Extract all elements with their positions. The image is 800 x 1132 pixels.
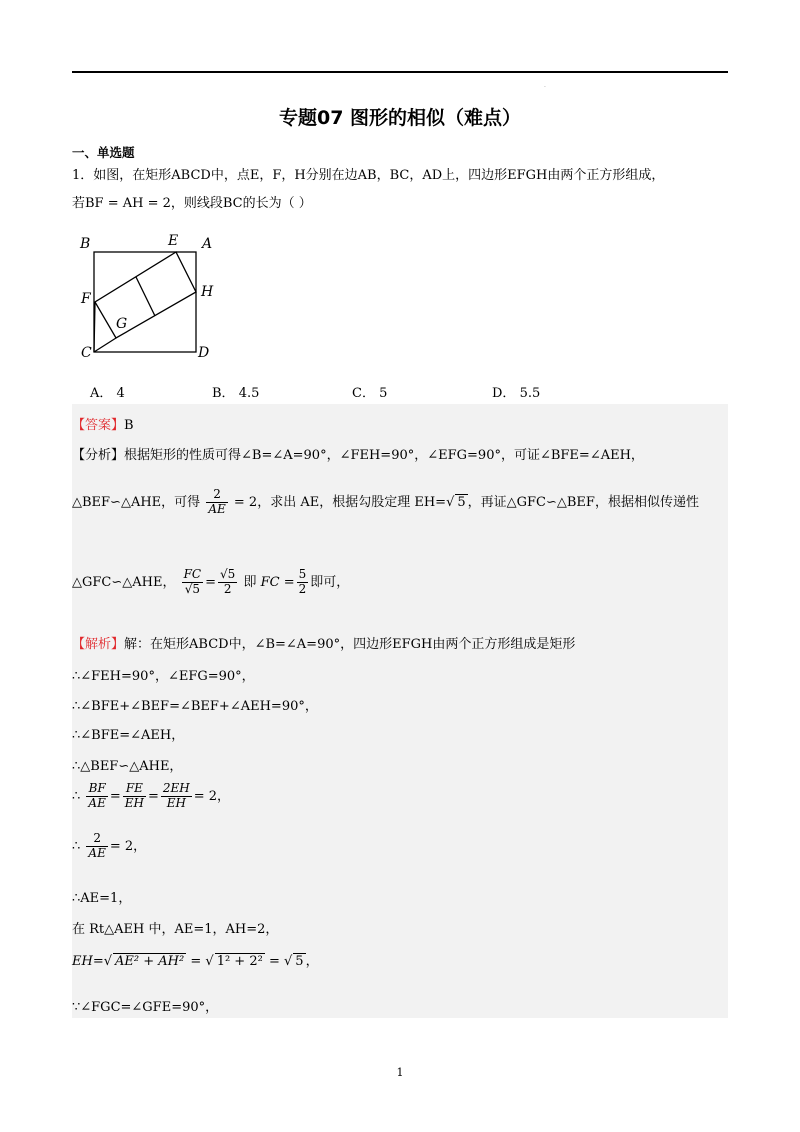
option-d (492, 382, 540, 401)
therefore-symbol: ∴ (72, 788, 81, 804)
analysis-text: 即 (243, 574, 257, 590)
label-d: D (198, 345, 210, 361)
label-e: E (168, 233, 179, 249)
sqrt-radicand: AE² + AH² (115, 954, 185, 969)
solution-line-5: ∴△BEF∽△AHE， (72, 759, 183, 774)
equals-value: = 2， (109, 838, 147, 854)
fraction-fc-over-sqrt5 (182, 568, 204, 597)
label-h: H (201, 284, 214, 300)
geometry-figure (76, 228, 226, 363)
analysis-text: △BEF∽△AHE，可得 (72, 494, 201, 510)
label-b: B (80, 236, 91, 252)
solution-line-2: ∴∠FEH=90°，∠EFG=90°， (72, 669, 255, 684)
therefore-symbol: ∴ (72, 838, 81, 854)
fraction-2eh-eh (161, 782, 192, 811)
fraction-sqrt5-over-2 (218, 568, 237, 597)
numerator: 2 (206, 488, 227, 503)
numerator: √5 (220, 567, 236, 581)
denominator: 2 (223, 581, 232, 596)
option-value: 4 (116, 386, 125, 401)
solution-text: 解：在矩形ABCD中，∠B=∠A=90°，四边形EFGH由两个正方形组成是矩形 (124, 637, 576, 652)
rectangle-abcd (94, 252, 196, 352)
question-line-2: 若BF = AH = 2，则线段BC的长为（ ） (72, 196, 312, 211)
analysis-line-1 (72, 444, 644, 463)
option-a (90, 382, 125, 401)
solution-line-8: ∴AE=1， (72, 891, 132, 906)
option-value: 4.5 (238, 386, 260, 401)
analysis-text: ，再证△GFC∽△BEF，根据相似传递性 (467, 494, 699, 510)
solution-line-11: ∵∠FGC=∠GFE=90°， (72, 1000, 219, 1015)
denominator: AE (88, 795, 106, 810)
analysis-tag: 【分析】 (72, 448, 125, 463)
segment-gc (94, 338, 116, 352)
denominator: AE (208, 501, 226, 516)
option-c (352, 382, 387, 401)
numerator: FE (123, 782, 146, 797)
option-b (212, 382, 259, 401)
solution-line-6: ∴ $\frac{BF}{AE}$ = $\frac{FE}{EH}$ = $\frac{2EH}{EH}$ = 2， (72, 781, 231, 810)
section-heading: 一、单选题 (72, 145, 135, 160)
denominator: EH (166, 795, 186, 810)
sqrt-symbol (104, 954, 112, 969)
analysis-line-2 (72, 488, 699, 517)
analysis-text: 即可， (310, 574, 350, 590)
solution-line-10: EH=√ AE² + AH² = √ 1² + 2² = √ 5 ， (72, 950, 319, 969)
fraction-bf-ae (86, 782, 107, 811)
option-letter: C． (352, 386, 375, 401)
denominator: AE (88, 845, 106, 860)
denominator: 2 (298, 581, 307, 596)
option-letter: B． (212, 386, 235, 401)
question-line-1: 1．如图，在矩形ABCD中，点E，F，H分别在边AB，BC，AD上，四边形EFGH由两个正方形组成， (72, 168, 665, 183)
numerator: 2EH (162, 781, 190, 795)
equals-sign: = (205, 574, 217, 590)
solution-line-4: ∴∠BFE=∠AEH， (72, 728, 185, 743)
fraction-2-over-ae (86, 832, 107, 861)
label-g: G (116, 316, 128, 332)
answer-tag: 【答案】 (72, 418, 125, 433)
numerator: BF (86, 782, 107, 797)
comma: ， (305, 954, 319, 969)
header-mark: . (544, 82, 546, 89)
numerator: FC (183, 567, 202, 581)
fraction-2-over-ae (206, 488, 227, 517)
label-f: F (81, 291, 91, 307)
option-value: 5 (379, 386, 388, 401)
answer-value: B (124, 418, 134, 433)
solution-line-7 (72, 832, 146, 861)
quadrilateral-efgh (95, 252, 196, 338)
answer-line (72, 414, 134, 433)
analysis-text: △GFC∽△AHE， (72, 574, 176, 590)
option-letter: A． (90, 386, 113, 401)
label-a: A (202, 236, 213, 252)
option-value: 5.5 (519, 386, 541, 401)
solution-line-9: 在 Rt△AEH 中，AE=1，AH=2， (72, 922, 279, 937)
sqrt-symbol (446, 495, 454, 510)
equals-value: = 2 (233, 494, 258, 510)
denominator: EH (124, 795, 144, 810)
sqrt-symbol (205, 954, 213, 969)
solution-tag: 【解析】 (72, 637, 125, 652)
equals-value: = 2， (193, 788, 231, 804)
fraction-5-over-2 (297, 568, 309, 597)
sqrt-symbol (284, 954, 292, 969)
denominator: √5 (184, 581, 200, 596)
sqrt-radicand: 1² + 2² (216, 954, 263, 969)
page-number: 1 (396, 1066, 404, 1079)
square-divider-line (136, 277, 155, 316)
sqrt-radicand: 5 (295, 954, 304, 969)
analysis-text: 根据矩形的性质可得∠B=∠A=90°，∠FEH=90°，∠EFG=90°，可证∠BFE=∠AEH， (124, 448, 644, 463)
solution-line-3: ∴∠BFE+∠BEF=∠BEF+∠AEH=90°， (72, 699, 318, 714)
numerator: 5 (298, 567, 307, 581)
header-rule (72, 71, 728, 73)
sqrt-radicand: 5 (457, 494, 466, 510)
option-letter: D． (492, 386, 516, 401)
numerator: 2 (86, 832, 107, 847)
page-title: 专题07 图形的相似（难点） (278, 107, 522, 129)
eh-label: EH= (72, 954, 104, 969)
solution-line-1 (72, 633, 575, 652)
fraction-fe-eh (123, 782, 146, 811)
analysis-line-3 (72, 568, 349, 597)
analysis-text: ，求出 AE，根据勾股定理 EH= (257, 494, 447, 510)
fc-label: FC = (260, 574, 295, 590)
label-c: C (81, 345, 92, 361)
